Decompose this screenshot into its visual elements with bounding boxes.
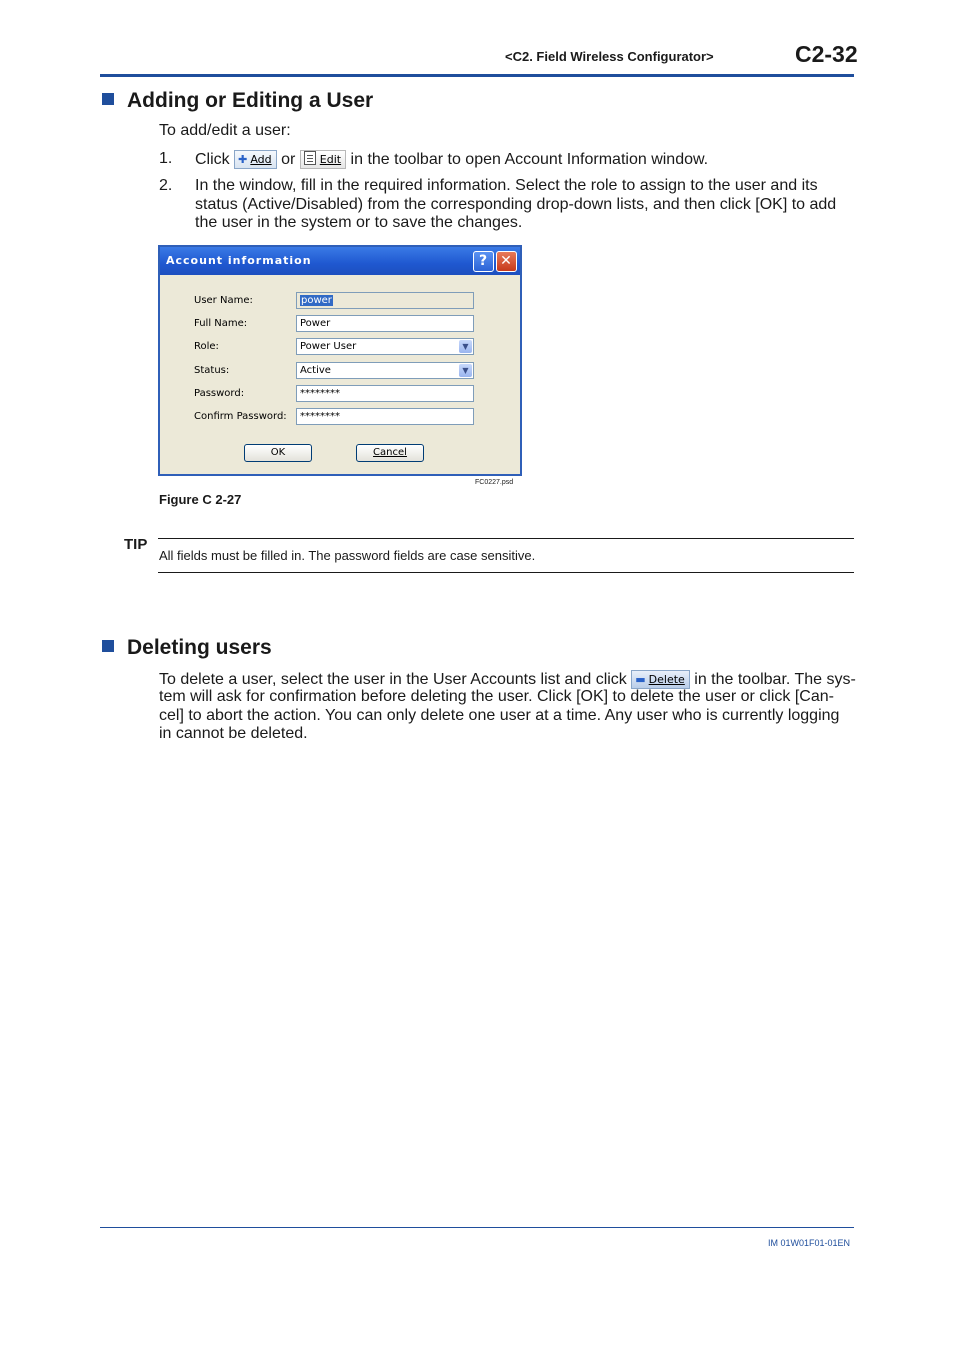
ok-button[interactable]: OK	[244, 444, 312, 462]
status-label: Status:	[194, 365, 230, 376]
delete-paragraph-line-1: To delete a user, select the user in the User Accounts list and click ▬ Delete in the toolbar. The sys-	[159, 671, 856, 688]
document-id: IM 01W01F01-01EN	[768, 1238, 851, 1248]
step-number: 1.	[159, 150, 173, 167]
password-field[interactable]: ********	[296, 385, 474, 402]
intro-text: To add/edit a user:	[159, 122, 291, 139]
full-name-field[interactable]: Power	[296, 315, 474, 332]
tip-bottom-rule	[158, 572, 854, 573]
section-heading-add-edit	[102, 89, 373, 113]
role-label: Role:	[194, 341, 219, 352]
step-1-text: Click ✚ Add or Edit in the toolbar to open Account Information window.	[195, 151, 709, 168]
help-icon[interactable]: ?	[473, 251, 494, 272]
edit-toolbar-button[interactable]: Edit	[300, 150, 346, 169]
dialog-titlebar	[160, 247, 520, 275]
chevron-down-icon[interactable]: ▼	[459, 340, 472, 353]
tip-text: All fields must be filled in. The password fields are case sensitive.	[159, 548, 536, 563]
user-name-field[interactable]: power	[296, 292, 474, 309]
confirm-password-label: Confirm Password:	[194, 411, 287, 422]
running-header-section: <C2. Field Wireless Configurator>	[505, 49, 714, 64]
footer-rule	[100, 1227, 854, 1228]
step-2-line-1: In the window, fill in the required information. Select the role to assign to the user and its	[195, 177, 818, 194]
delete-paragraph-line-3: cel] to abort the action. You can only delete one user at a time. Any user who is currently logging	[159, 707, 840, 724]
cancel-button[interactable]: Cancel	[356, 444, 424, 462]
section-title-text: Deleting users	[127, 636, 272, 659]
section-heading-delete	[102, 636, 272, 660]
delete-paragraph-line-2: tem will ask for confirmation before deleting the user. Click [OK] to delete the user or click [Can-	[159, 688, 834, 705]
plus-icon: ✚	[238, 153, 248, 166]
section-title-text: Adding or Editing a User	[127, 89, 374, 112]
page-number: C2-32	[795, 41, 858, 67]
delete-paragraph-line-4: in cannot be deleted.	[159, 725, 308, 742]
add-toolbar-button[interactable]: ✚ Add	[234, 150, 277, 169]
square-bullet-icon	[102, 640, 114, 652]
status-dropdown[interactable]: Active ▼	[296, 362, 474, 379]
user-name-label: User Name:	[194, 295, 253, 306]
tip-label: TIP	[124, 536, 148, 553]
step-2-line-2: status (Active/Disabled) from the corresponding drop-down lists, and then click [OK] to add	[195, 196, 837, 213]
account-information-dialog	[158, 245, 522, 476]
full-name-label: Full Name:	[194, 318, 248, 329]
square-bullet-icon	[102, 93, 114, 105]
minus-icon: ▬	[635, 673, 646, 686]
delete-toolbar-button[interactable]: ▬ Delete	[631, 670, 690, 689]
close-icon[interactable]: ✕	[496, 251, 517, 272]
tip-top-rule	[158, 538, 854, 539]
header-rule	[100, 74, 854, 77]
role-dropdown[interactable]: Power User ▼	[296, 338, 474, 355]
figure-caption: Figure C 2-27	[159, 492, 242, 507]
dialog-title: Account information	[166, 254, 312, 267]
step-number: 2.	[159, 177, 173, 194]
confirm-password-field[interactable]: ********	[296, 408, 474, 425]
step-2-line-3: the user in the system or to save the changes.	[195, 214, 523, 231]
figure-file-name: FC0227.psd	[475, 479, 514, 486]
password-label: Password:	[194, 388, 245, 399]
document-icon	[304, 151, 316, 165]
chevron-down-icon[interactable]: ▼	[459, 364, 472, 377]
